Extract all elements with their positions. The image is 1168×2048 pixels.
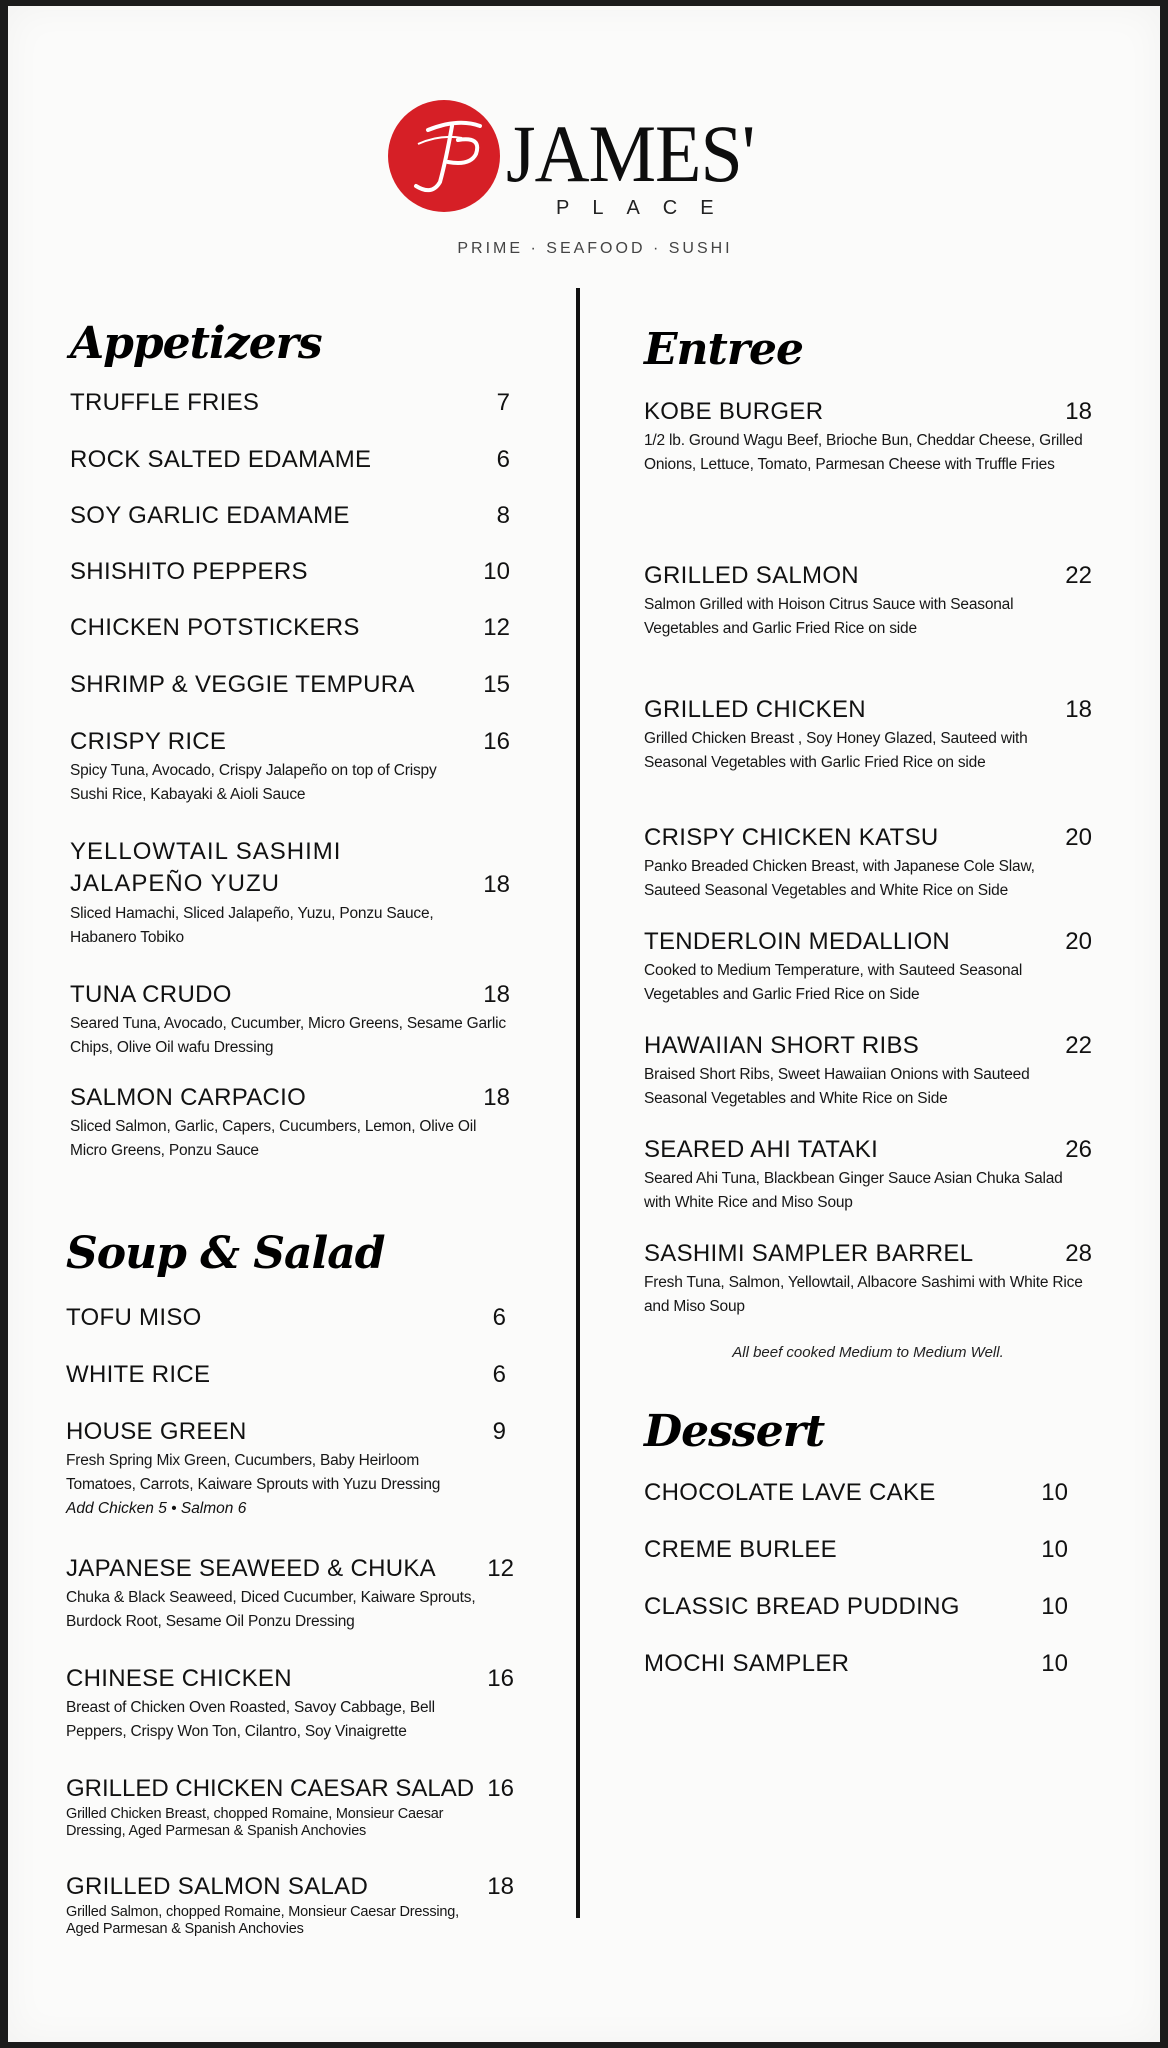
item-name: CREME BURLEE	[644, 1536, 837, 1563]
dessert-title: Dessert	[644, 1406, 825, 1457]
menu-item	[644, 1031, 1092, 1111]
menu-item	[644, 1649, 1068, 1679]
item-name: CHOCOLATE LAVE CAKE	[644, 1479, 936, 1506]
item-price: 18	[483, 981, 510, 1008]
item-description: Fresh Spring Mix Green, Cucumbers, Baby Heirloom Tomatoes, Carrots, Kaiware Sprouts with Yuzu Dressing	[66, 1452, 441, 1493]
item-name: TENDERLOIN MEDALLION	[644, 928, 951, 955]
item-name: JAPANESE SEAWEED & CHUKA	[66, 1555, 436, 1582]
item-name: SHRIMP & VEGGIE TEMPURA	[70, 671, 415, 698]
item-description: Panko Breaded Chicken Breast, with Japanese Cole Slaw, Sauteed Seasonal Vegetables and White Rice on Side	[644, 858, 1035, 899]
item-name: CRISPY CHICKEN KATSU	[644, 824, 939, 851]
item-description: Fresh Tuna, Salmon, Yellowtail, Albacore Sashimi with White Rice and Miso Soup	[644, 1274, 1083, 1315]
item-price: 18	[487, 1873, 514, 1900]
menu-item	[66, 1360, 506, 1390]
item-name: SOY GARLIC EDAMAME	[70, 502, 350, 529]
menu-item	[70, 980, 510, 1060]
menu-item	[70, 445, 510, 475]
item-price: 20	[1065, 824, 1092, 851]
item-price: 16	[487, 1665, 514, 1692]
item-name: GRILLED CHICKEN	[644, 696, 866, 723]
item-price: 22	[1065, 1032, 1092, 1059]
menu-item	[70, 613, 510, 643]
soup-salad-title: Soup & Salad	[66, 1228, 385, 1279]
item-price: 20	[1065, 928, 1092, 955]
item-price: 16	[487, 1775, 514, 1802]
item-price: 22	[1065, 562, 1092, 589]
item-price: 9	[492, 1418, 506, 1445]
item-name: MOCHI SAMPLER	[644, 1650, 850, 1677]
item-name: CHICKEN POTSTICKERS	[70, 614, 360, 641]
column-divider	[576, 288, 580, 1918]
menu-item	[70, 1083, 510, 1163]
item-description: Seared Tuna, Avocado, Cucumber, Micro Greens, Sesame Garlic Chips, Olive Oil wafu Dressing	[70, 1015, 506, 1056]
menu-item	[644, 927, 1092, 1007]
menu-item	[66, 1664, 514, 1744]
item-name: CLASSIC BREAD PUDDING	[644, 1593, 960, 1620]
item-name: SHISHITO PEPPERS	[70, 558, 308, 585]
item-description: Grilled Chicken Breast, chopped Romaine, Monsieur Caesar Dressing, Aged Parmesan & Spanish Anchovies	[66, 1806, 444, 1839]
restaurant-logo	[388, 94, 788, 264]
menu-item	[70, 388, 510, 418]
item-name: SASHIMI SAMPLER BARREL	[644, 1240, 974, 1267]
item-name: KOBE BURGER	[644, 398, 824, 425]
item-description: Grilled Chicken Breast , Soy Honey Glazed, Sauteed with Seasonal Vegetables with Garlic Fried Rice on side	[644, 730, 1028, 771]
item-price: 18	[483, 1084, 510, 1111]
menu-item	[66, 1774, 514, 1840]
item-price: 18	[1065, 398, 1092, 425]
item-price: 15	[483, 671, 510, 698]
item-price: 8	[496, 502, 510, 529]
item-name: TRUFFLE FRIES	[70, 389, 260, 416]
item-price: 18	[483, 871, 510, 898]
menu-item	[70, 501, 510, 531]
item-name: TOFU MISO	[66, 1304, 202, 1331]
item-price: 12	[483, 614, 510, 641]
menu-item	[644, 1478, 1068, 1508]
item-description: Seared Ahi Tuna, Blackbean Ginger Sauce Asian Chuka Salad with White Rice and Miso Soup	[644, 1170, 1063, 1211]
menu-item	[66, 1554, 514, 1634]
item-price: 12	[487, 1555, 514, 1582]
item-description: Breast of Chicken Oven Roasted, Savoy Cabbage, Bell Peppers, Crispy Won Ton, Cilantro, Soy Vinaigrette	[66, 1699, 435, 1740]
item-price: 18	[1065, 696, 1092, 723]
item-price: 26	[1065, 1136, 1092, 1163]
item-description: Sliced Hamachi, Sliced Jalapeño, Yuzu, Ponzu Sauce, Habanero Tobiko	[70, 905, 434, 946]
brand-tagline: PRIME · SEAFOOD · SUSHI	[457, 240, 733, 257]
item-description: Braised Short Ribs, Sweet Hawaiian Onions with Sauteed Seasonal Vegetables and White Rice on Side	[644, 1066, 1030, 1107]
item-name: GRILLED SALMON SALAD	[66, 1873, 369, 1900]
item-description: Salmon Grilled with Hoison Citrus Sauce with Seasonal Vegetables and Garlic Fried Rice on side	[644, 596, 1014, 637]
item-name: SEARED AHI TATAKI	[644, 1136, 879, 1163]
item-price: 6	[492, 1304, 506, 1331]
menu-item	[644, 823, 1092, 903]
menu-item	[66, 1417, 506, 1521]
item-price: 10	[1041, 1650, 1068, 1677]
item-price: 16	[483, 728, 510, 755]
jp-monogram-icon	[388, 100, 500, 212]
item-price: 10	[483, 558, 510, 585]
item-name: YELLOWTAIL SASHIMI JALAPEÑO YUZU	[70, 838, 342, 897]
item-name: CRISPY RICE	[70, 728, 227, 755]
menu-item	[70, 670, 510, 700]
menu-page	[8, 6, 1160, 2042]
item-description: Chuka & Black Seaweed, Diced Cucumber, Kaiware Sprouts, Burdock Root, Sesame Oil Ponzu Dressing	[66, 1589, 476, 1630]
item-price: 28	[1065, 1240, 1092, 1267]
item-name: WHITE RICE	[66, 1361, 211, 1388]
item-description: Grilled Salmon, chopped Romaine, Monsieur Caesar Dressing, Aged Parmesan & Spanish Anchovies	[66, 1904, 459, 1937]
item-name: SALMON CARPACIO	[70, 1084, 307, 1111]
item-name: ROCK SALTED EDAMAME	[70, 446, 372, 473]
brand-name: JAMES'	[506, 108, 755, 200]
menu-item	[70, 727, 510, 807]
item-name: CHINESE CHICKEN	[66, 1665, 292, 1692]
menu-item	[66, 1872, 514, 1938]
item-name: GRILLED SALMON	[644, 562, 859, 589]
item-price: 10	[1041, 1479, 1068, 1506]
menu-item	[644, 1239, 1092, 1319]
menu-item	[644, 695, 1092, 775]
item-price: 7	[496, 389, 510, 416]
item-price: 10	[1041, 1536, 1068, 1563]
item-description: Spicy Tuna, Avocado, Crispy Jalapeño on top of Crispy Sushi Rice, Kabayaki & Aioli Sauce	[70, 762, 437, 803]
item-description: 1/2 lb. Ground Wagu Beef, Brioche Bun, Cheddar Cheese, Grilled Onions, Lettuce, Tomato, Parmesan Cheese with Truffle Fries	[644, 432, 1083, 473]
entree-title: Entree	[644, 324, 804, 375]
menu-item	[70, 836, 510, 950]
menu-item	[644, 1592, 1068, 1622]
menu-item	[644, 1135, 1092, 1215]
beef-cooking-note: All beef cooked Medium to Medium Well.	[732, 1344, 1004, 1361]
item-add-on: Add Chicken 5 • Salmon 6	[66, 1500, 247, 1517]
menu-item	[644, 561, 1092, 641]
menu-item	[70, 557, 510, 587]
menu-item	[644, 1535, 1068, 1565]
item-name: HOUSE GREEN	[66, 1418, 247, 1445]
item-name: GRILLED CHICKEN CAESAR SALAD	[66, 1775, 475, 1802]
item-price: 6	[496, 446, 510, 473]
appetizers-title: Appetizers	[70, 318, 322, 369]
item-description: Sliced Salmon, Garlic, Capers, Cucumbers, Lemon, Olive Oil Micro Greens, Ponzu Sauce	[70, 1118, 477, 1159]
item-price: 10	[1041, 1593, 1068, 1620]
brand-subname: PLACE	[556, 197, 737, 219]
menu-item	[66, 1303, 506, 1333]
menu-item	[644, 397, 1092, 477]
item-name: TUNA CRUDO	[70, 981, 232, 1008]
item-name: HAWAIIAN SHORT RIBS	[644, 1032, 920, 1059]
item-description: Cooked to Medium Temperature, with Sauteed Seasonal Vegetables and Garlic Fried Rice on Side	[644, 962, 1023, 1003]
item-price: 6	[492, 1361, 506, 1388]
